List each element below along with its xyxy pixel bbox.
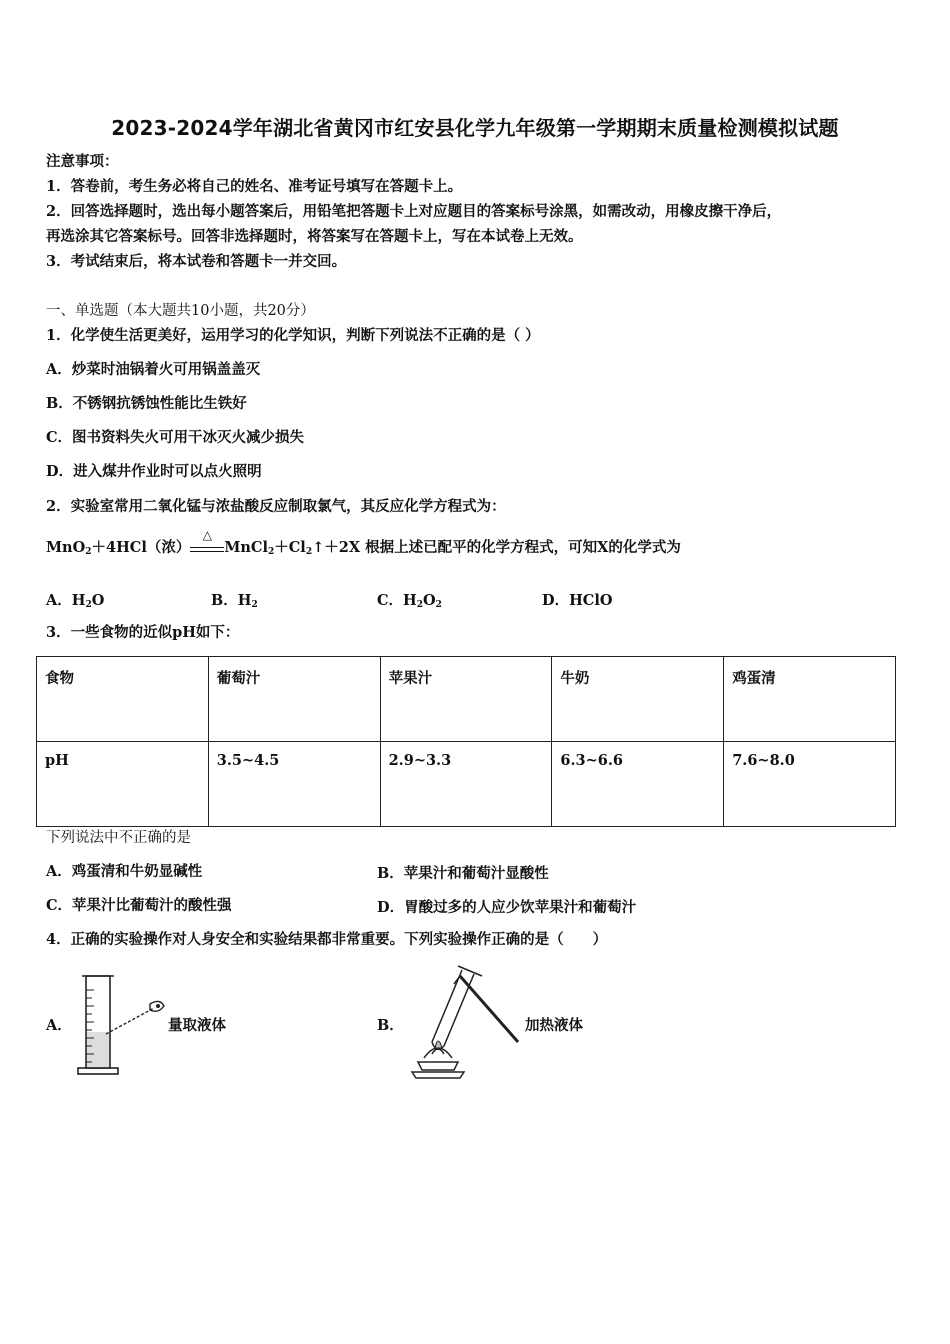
table-cell: 葡萄汁 (208, 657, 380, 742)
section-heading: 一、单选题（本大题共10小题，共20分） (46, 303, 315, 319)
notice-item: 3．考试结束后，将本试卷和答题卡一并交回。 (46, 253, 347, 270)
q1-option-d: D．进入煤井作业时可以点火照明 (46, 463, 262, 480)
q4-option-a-letter: A． (46, 1017, 72, 1034)
notice-item: 1．答卷前，考生务必将自己的姓名、准考证号填写在答题卡上。 (46, 178, 463, 195)
q4-option-a-caption: 量取液体 (168, 1017, 226, 1034)
table-cell: 2.9~3.3 (380, 742, 552, 827)
q1-option-c: C．图书资料失火可用干冰灭火减少损失 (46, 429, 305, 446)
notice-item: 2．回答选择题时，选出每小题答案后，用铅笔把答题卡上对应题目的答案标号涂黑，如需改动，用橡皮擦干净后， (46, 203, 782, 220)
q2-equation: MnO$_2$＋4HCl（浓） △ $MnCl_2+Cl_2↑+2X$ 根据上述已配平的化学方程式，可知X的化学式为 (46, 528, 681, 557)
table-cell: 3.5~4.5 (208, 742, 380, 827)
q4-stem: 4．正确的实验操作对人身安全和实验结果都非常重要。下列实验操作正确的是（ ） (46, 931, 608, 948)
q1-option-a: A．炒菜时油锅着火可用锅盖盖灭 (46, 361, 261, 378)
table-row (37, 742, 896, 827)
q2-option-c: C．$H_2O_2$ (377, 592, 442, 610)
table-cell: 7.6~8.0 (724, 742, 896, 827)
q4-option-b-caption: 加热液体 (525, 1017, 583, 1034)
q2-option-d: D．HClO (542, 592, 613, 609)
q3-option-d: D．胃酸过多的人应少饮苹果汁和葡萄汁 (377, 899, 637, 916)
ph-table (36, 656, 896, 827)
table-cell: 鸡蛋清 (724, 657, 896, 742)
heating-test-tube-figure (402, 962, 526, 1082)
q4-option-b-letter: B． (377, 1017, 404, 1034)
table-cell: 苹果汁 (380, 657, 552, 742)
page-title: 2023-2024学年湖北省黄冈市红安县化学九年级第一学期期末质量检测模拟试题 (111, 116, 839, 140)
notice-heading: 注意事项： (46, 153, 119, 170)
reaction-condition: △ (190, 540, 224, 552)
q1-stem: 1．化学使生活更美好，运用学习的化学知识，判断下列说法不正确的是（ ） (46, 327, 540, 344)
table-cell: 食物 (37, 657, 209, 742)
table-cell: 6.3~6.6 (552, 742, 724, 827)
q3-stem: 3．一些食物的近似pH如下： (46, 624, 240, 641)
q3-option-c: C．苹果汁比葡萄汁的酸性强 (46, 897, 232, 914)
notice-item: 再选涂其它答案标号。回答非选择题时，将答案写在答题卡上，写在本试卷上无效。 (46, 228, 583, 245)
q3-option-b: B．苹果汁和葡萄汁显酸性 (377, 865, 549, 882)
q3-option-a: A．鸡蛋清和牛奶显碱性 (46, 863, 203, 880)
q3-prompt: 下列说法中不正确的是 (46, 830, 191, 846)
q1-option-b: B．不锈钢抗锈蚀性能比生铁好 (46, 395, 247, 412)
q2-stem: 2．实验室常用二氧化锰与浓盐酸反应制取氯气，其反应化学方程式为： (46, 498, 506, 515)
q2-option-a: A．$H_2O$ (46, 592, 105, 610)
table-header-row (37, 657, 896, 742)
q2-option-b: B．$H_2$ (211, 592, 258, 610)
table-cell: 牛奶 (552, 657, 724, 742)
graduated-cylinder-figure (72, 970, 172, 1080)
table-cell: pH (37, 742, 209, 827)
